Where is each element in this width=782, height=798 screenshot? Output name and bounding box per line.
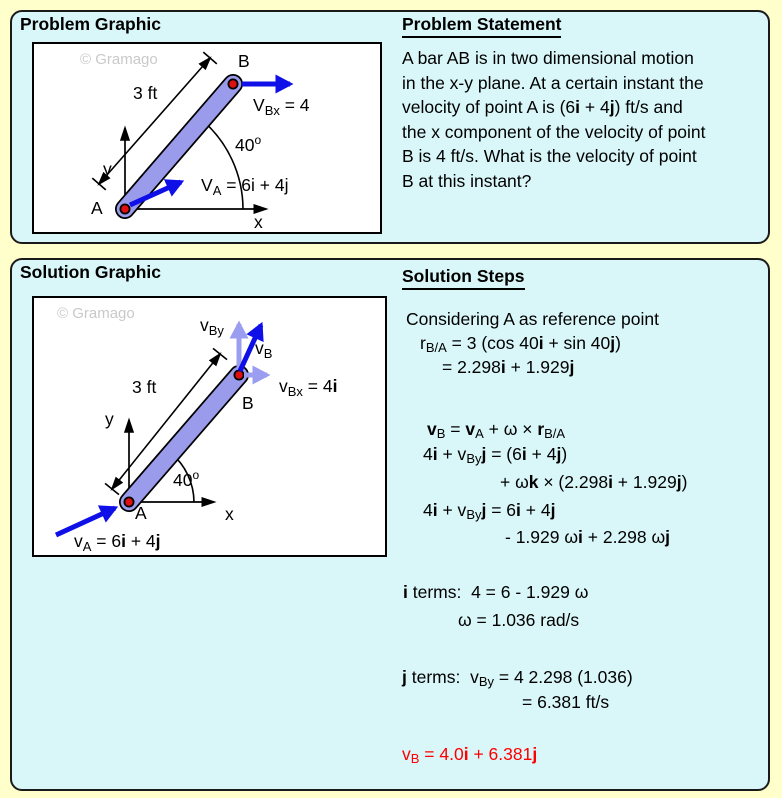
angle-label: 40$^o$ [235, 133, 262, 155]
text-run: + 6.381 [468, 744, 533, 764]
text-run: = 6.381 ft/s [522, 692, 610, 712]
x-axis-label: x [225, 504, 234, 524]
watermark: © Gramago [57, 305, 135, 322]
solution-line-expand-3 [423, 498, 555, 528]
text-run: = (6 [486, 444, 522, 464]
problem-statement-text [402, 46, 778, 193]
text-run: r [420, 333, 426, 353]
solution-line-expand-1 [423, 442, 567, 472]
solution-graphic-title: Solution Graphic [20, 262, 161, 282]
text-run: i [608, 472, 613, 492]
pin-a [124, 497, 133, 506]
point-b-label: B [238, 51, 250, 71]
text-run: i [432, 444, 438, 464]
text-run: + v [437, 444, 467, 464]
text-run: terms: v [406, 667, 479, 687]
vbx-label: $v_{Bx} = 4i$ [279, 376, 338, 399]
pin-a [120, 204, 129, 213]
x-axis-label: x [254, 212, 263, 232]
solution-line-vby-value [522, 690, 609, 715]
text-run: 4 [423, 444, 433, 464]
va-label: $V_A = 6i + 4j$ [201, 175, 289, 198]
text-run: in the x-y plane. At a certain instant the [402, 72, 704, 93]
text-run: i [521, 444, 527, 464]
problem-graphic-title: Problem Graphic [20, 14, 162, 34]
vbx-label: $V_{Bx} = 4$ [253, 95, 310, 118]
text-run: = 2.298 [442, 357, 501, 377]
text-run: v [402, 744, 411, 764]
problem-statement-title: Problem Statement [402, 14, 561, 38]
watermark: © Gramago [80, 51, 158, 68]
text-run: j [556, 444, 562, 464]
dimension-tick-lower [92, 178, 106, 190]
point-a-label: A [91, 198, 103, 218]
angle-label: 40$^o$ [173, 468, 200, 490]
text-run: A bar AB is in two dimensional motion [402, 48, 694, 68]
vby-label: $v_{By}$ [200, 315, 224, 338]
text-run: + 4 [580, 97, 610, 117]
text-run: i [516, 500, 521, 520]
text-run: ) [615, 333, 621, 353]
text-run: B is 4 ft/s. What is the velocity of point [402, 146, 697, 166]
text-run: + ω [500, 472, 529, 492]
text-run: j [402, 667, 407, 687]
text-run: Considering A as reference point [406, 309, 659, 329]
text-run: 4 [423, 500, 433, 520]
text-run: j [609, 97, 615, 117]
text-run: i [538, 333, 544, 353]
text-run: i [403, 582, 408, 602]
text-run: v [427, 419, 437, 439]
text-run: i [578, 527, 583, 547]
text-run: = 4 2.298 (1.036) [494, 667, 633, 687]
y-axis-label: y [103, 159, 112, 179]
text-run: = 6 [486, 500, 517, 520]
text-run: = 3 (cos 40 [446, 333, 539, 353]
text-run: j [676, 472, 682, 492]
text-run: + 1.929 [505, 357, 570, 377]
text-run: + v [437, 500, 467, 520]
solution-line-i-terms [403, 580, 588, 605]
text-run: j [569, 357, 575, 377]
text-run: + 4 [526, 444, 557, 464]
text-run: ω = 1.036 rad/s [458, 610, 580, 630]
text-run: i [500, 357, 506, 377]
text-run: B [436, 426, 446, 441]
vb-label: $v_B$ [255, 338, 273, 361]
text-run: i [463, 744, 469, 764]
solution-result [402, 742, 537, 772]
dimension-tick-lower [105, 483, 119, 494]
length-label: 3 ft [133, 83, 158, 103]
text-run: B/A [544, 426, 566, 441]
solution-graphic-diagram [32, 296, 387, 557]
point-a-label: A [135, 503, 147, 523]
text-run: A [475, 426, 484, 441]
text-run: B at this instant? [402, 170, 532, 191]
text-run: j [610, 333, 616, 353]
text-run: B/A [425, 340, 447, 355]
text-run: + 1.929 [612, 472, 677, 492]
text-run: + ω × [483, 419, 538, 439]
text-run: ) ft/s and [614, 97, 683, 117]
text-run: i [432, 500, 438, 520]
text-run: the x component of the velocity of point [402, 121, 706, 142]
text-run: B [410, 751, 420, 766]
text-run: j [665, 527, 671, 547]
text-run: + 2.298 ω [582, 527, 666, 547]
text-run: = 4.0 [419, 744, 464, 764]
solution-line-omega [458, 608, 579, 633]
problem-graphic-diagram [32, 42, 382, 234]
text-run: v [465, 419, 476, 439]
text-run: k [528, 472, 539, 492]
text-run: + sin 40 [543, 333, 611, 353]
point-b-label: B [242, 393, 254, 413]
text-run: By [466, 451, 482, 466]
text-run: = [445, 419, 466, 439]
length-label: 3 ft [132, 377, 157, 397]
solution-line-expand-4 [505, 525, 670, 550]
text-run: × (2.298 [538, 472, 609, 492]
text-run: By [478, 674, 494, 689]
text-run: j [532, 744, 538, 764]
text-run: j [550, 500, 556, 520]
solution-line-reference [406, 307, 659, 332]
angle-arc [202, 120, 243, 209]
text-run: velocity of point A is (6 [402, 97, 576, 117]
text-run: j [481, 500, 487, 520]
text-run: ) [561, 444, 568, 464]
text-run: ) [681, 472, 688, 492]
dimension-tick-upper [213, 348, 227, 359]
solution-line-rba-value [442, 355, 574, 380]
solution-line-expand-2 [500, 470, 687, 495]
text-run: By [466, 507, 482, 522]
text-run: r [537, 419, 545, 439]
y-axis-label: y [105, 409, 114, 429]
pin-b [228, 79, 237, 88]
text-run: + 4 [520, 500, 551, 520]
text-run: i [575, 97, 581, 117]
solution-steps-title: Solution Steps [402, 266, 525, 290]
va-label: $v_A = 6i + 4j$ [74, 531, 161, 554]
text-run: - 1.929 ω [505, 527, 579, 547]
text-run: j [481, 444, 487, 464]
text-run: terms: 4 = 6 - 1.929 ω [407, 582, 589, 602]
